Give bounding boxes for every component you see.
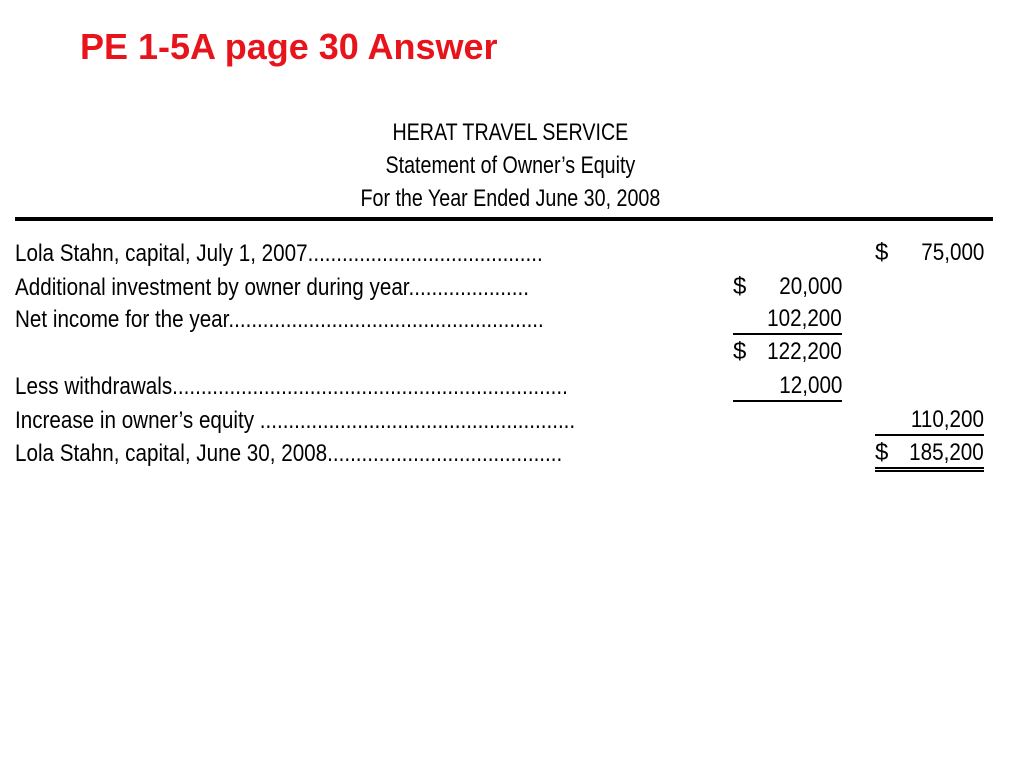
statement-header [91, 116, 931, 215]
row-description: Additional investment by owner during year..................... [15, 274, 529, 301]
statement-name: Statement of Owner’s Equity [385, 152, 636, 179]
row-right-amount [875, 406, 984, 436]
company-name: HERAT TRAVEL SERVICE [392, 119, 629, 146]
amount-value: 102,200 [767, 305, 842, 332]
statement-row-withdrawals [0, 372, 1024, 402]
amount-value: 20,000 [778, 273, 842, 300]
statement-row-net-income [0, 305, 1024, 335]
amount-value: 122,200 [767, 338, 842, 365]
row-right-amount [875, 239, 984, 267]
currency-symbol: $ [733, 338, 747, 365]
currency-symbol: $ [875, 439, 889, 466]
statement-period: For the Year Ended June 30, 2008 [360, 185, 661, 212]
row-middle-amount [733, 305, 842, 335]
statement-row-beginning-capital [0, 239, 1024, 269]
row-middle-amount [733, 338, 842, 366]
statement-row-additional-investment [0, 273, 1024, 303]
amount-value: 110,200 [910, 406, 984, 433]
header-rule [15, 217, 993, 221]
row-right-amount [875, 439, 984, 472]
currency-symbol: $ [733, 273, 747, 300]
row-middle-amount [733, 372, 842, 402]
row-middle-amount [733, 273, 842, 301]
row-description: Net income for the year....................................................... [15, 306, 544, 333]
row-description: Lola Stahn, capital, July 1, 2007......................................... [15, 240, 543, 267]
row-description: Less withdrawals..................................................................... [15, 373, 568, 400]
amount-value: 12,000 [778, 372, 842, 399]
statement-row-subtotal [0, 338, 1024, 368]
statement-row-ending-capital [0, 439, 1024, 469]
slide-title: PE 1-5A page 30 Answer [80, 26, 498, 67]
amount-value: 185,200 [909, 439, 984, 466]
amount-value: 75,000 [920, 239, 984, 266]
row-description: Increase in owner’s equity ....................................................... [15, 407, 576, 434]
statement-row-increase-equity [0, 406, 1024, 436]
currency-symbol: $ [875, 239, 889, 266]
row-description [15, 338, 651, 368]
row-description: Lola Stahn, capital, June 30, 2008......................................... [15, 440, 563, 467]
